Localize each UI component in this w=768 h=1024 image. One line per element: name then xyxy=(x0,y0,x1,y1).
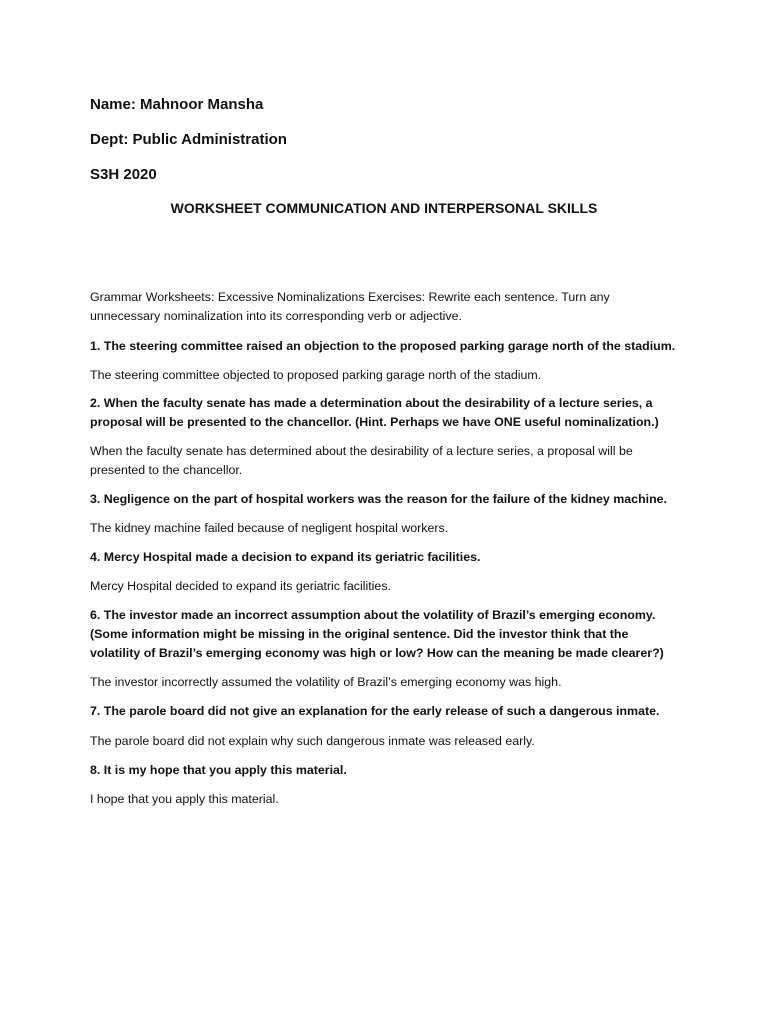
question-7: 7. The parole board did not give an explanation for the early release of such a dangerous inmate. xyxy=(90,704,660,718)
answer-2: When the faculty senate has determined about the desirability of a lecture series, a proposal will be presented to the chancellor. xyxy=(90,444,633,477)
question-8: 8. It is my hope that you apply this material. xyxy=(90,763,347,777)
question-1: 1. The steering committee raised an objection to the proposed parking garage north of the stadium. xyxy=(90,339,676,353)
question-6: 6. The investor made an incorrect assumption about the volatility of Brazil’s emerging economy. (Some information might be missing in the original sentence. Did the investor think that the volatility of Brazil’s emerging economy was high or low? How can the meaning be made clearer?) xyxy=(90,608,664,660)
answer-6: The investor incorrectly assumed the volatility of Brazil’s emerging economy was high. xyxy=(90,675,562,689)
question-3: 3. Negligence on the part of hospital workers was the reason for the failure of the kidney machine. xyxy=(90,492,667,506)
answer-3: The kidney machine failed because of negligent hospital workers. xyxy=(90,521,449,535)
answer-7: The parole board did not explain why such dangerous inmate was released early. xyxy=(90,734,535,748)
worksheet-title: WORKSHEET COMMUNICATION AND INTERPERSONAL SKILLS xyxy=(170,200,598,216)
answer-8: I hope that you apply this material. xyxy=(90,792,279,806)
question-4: 4. Mercy Hospital made a decision to expand its geriatric facilities. xyxy=(90,550,481,564)
answer-1: The steering committee objected to proposed parking garage north of the stadium. xyxy=(90,368,542,382)
student-name: Name: Mahnoor Mansha xyxy=(90,96,264,113)
question-2: 2. When the faculty senate has made a determination about the desirability of a lecture series, a proposal will be presented to the chancellor. (Hint. Perhaps we have ONE useful nominalization.) xyxy=(90,396,659,429)
instructions: Grammar Worksheets: Excessive Nominalizations Exercises: Rewrite each sentence. Turn any unnecessary nominalization into its corresponding verb or adjective. xyxy=(90,290,610,323)
term: S3H 2020 xyxy=(90,166,157,183)
answer-4: Mercy Hospital decided to expand its geriatric facilities. xyxy=(90,579,391,593)
department: Dept: Public Administration xyxy=(90,131,287,148)
